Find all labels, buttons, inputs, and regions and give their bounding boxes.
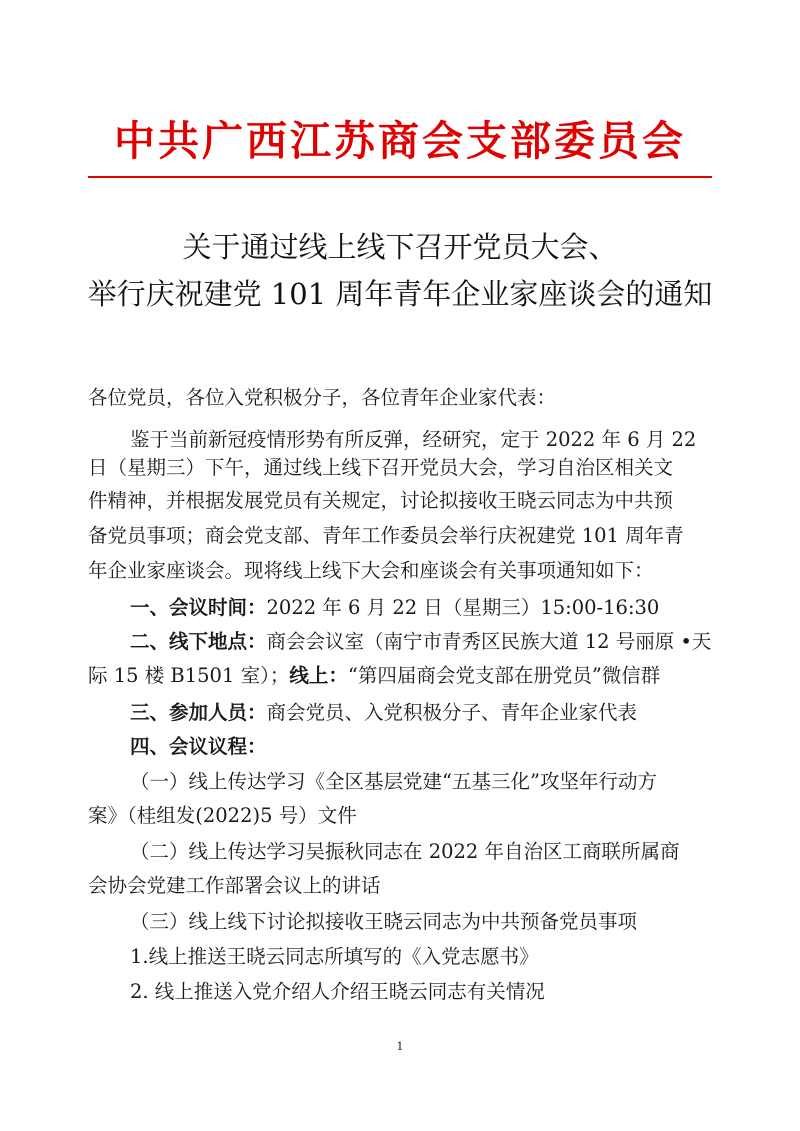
- online-label: 线上：: [289, 664, 348, 687]
- agenda-item-3: （三）线上线下讨论拟接收王晓云同志为中共预备党员事项: [130, 910, 638, 933]
- org-header-title: 中共广西江苏商会支部委员会: [114, 117, 686, 165]
- agenda-item-1-cont: 案》（桂组发(2022)5 号）文件: [88, 804, 357, 827]
- agenda-sub-item-2: 2. 线上推送入党介绍人介绍王晓云同志有关情况: [130, 980, 545, 1003]
- page-number: 1: [396, 1040, 404, 1053]
- meeting-place-label: 二、线下地点：: [130, 630, 267, 653]
- attendees-value: 商会党员、入党积极分子、青年企业家代表: [266, 701, 638, 724]
- agenda-item-2-cont: 会协会党建工作部署会议上的讲话: [88, 874, 381, 897]
- meeting-place: [130, 628, 711, 656]
- notice-title-line2: 举行庆祝建党 101 周年青年企业家座谈会的通知: [87, 277, 713, 311]
- attendees-label: 三、参加人员：: [130, 701, 267, 724]
- header-divider: [88, 176, 712, 178]
- intro-line: 年企业家座谈会。现将线上线下大会和座谈会有关事项通知如下：: [88, 559, 654, 582]
- meeting-place-cont: [88, 662, 660, 690]
- meeting-place-value: 商会会议室（南宁市青秀区民族大道 12 号丽原 •天: [266, 630, 712, 653]
- agenda-item-2: （二）线上传达学习吴振秋同志在 2022 年自治区工商联所属商: [130, 840, 680, 863]
- intro-line: 备党员事项；商会党支部、青年工作委员会举行庆祝建党 101 周年青: [88, 524, 684, 547]
- intro-line: 日（星期三）下午，通过线上线下召开党员大会，学习自治区相关文: [88, 456, 674, 479]
- attendees: [130, 699, 637, 727]
- agenda-sub-item-1: 1.线上推送王晓云同志所填写的《入党志愿书》: [130, 945, 539, 968]
- intro-line: 鉴于当前新冠疫情形势有所反弹，经研究，定于 2022 年 6 月 22: [130, 428, 697, 451]
- meeting-place-room: 际 15 楼 B1501 室）；: [88, 664, 290, 687]
- meeting-time-value: 2022 年 6 月 22 日（星期三）15:00-16:30: [266, 596, 660, 619]
- agenda-heading: 四、会议议程：: [130, 735, 267, 758]
- salutation: 各位党员，各位入党积极分子，各位青年企业家代表：: [88, 386, 557, 409]
- online-group: “第四届商会党支部在册党员”微信群: [347, 664, 661, 687]
- intro-line: 件精神，并根据发展党员有关规定，讨论拟接收王晓云同志为中共预: [88, 489, 674, 512]
- agenda-item-1: （一）线上传达学习《全区基层党建“五基三化”攻坚年行动方: [130, 770, 657, 793]
- meeting-time: [130, 594, 659, 622]
- meeting-time-label: 一、会议时间：: [130, 596, 267, 619]
- notice-title-line1: 关于通过线上线下召开党员大会、: [182, 230, 618, 264]
